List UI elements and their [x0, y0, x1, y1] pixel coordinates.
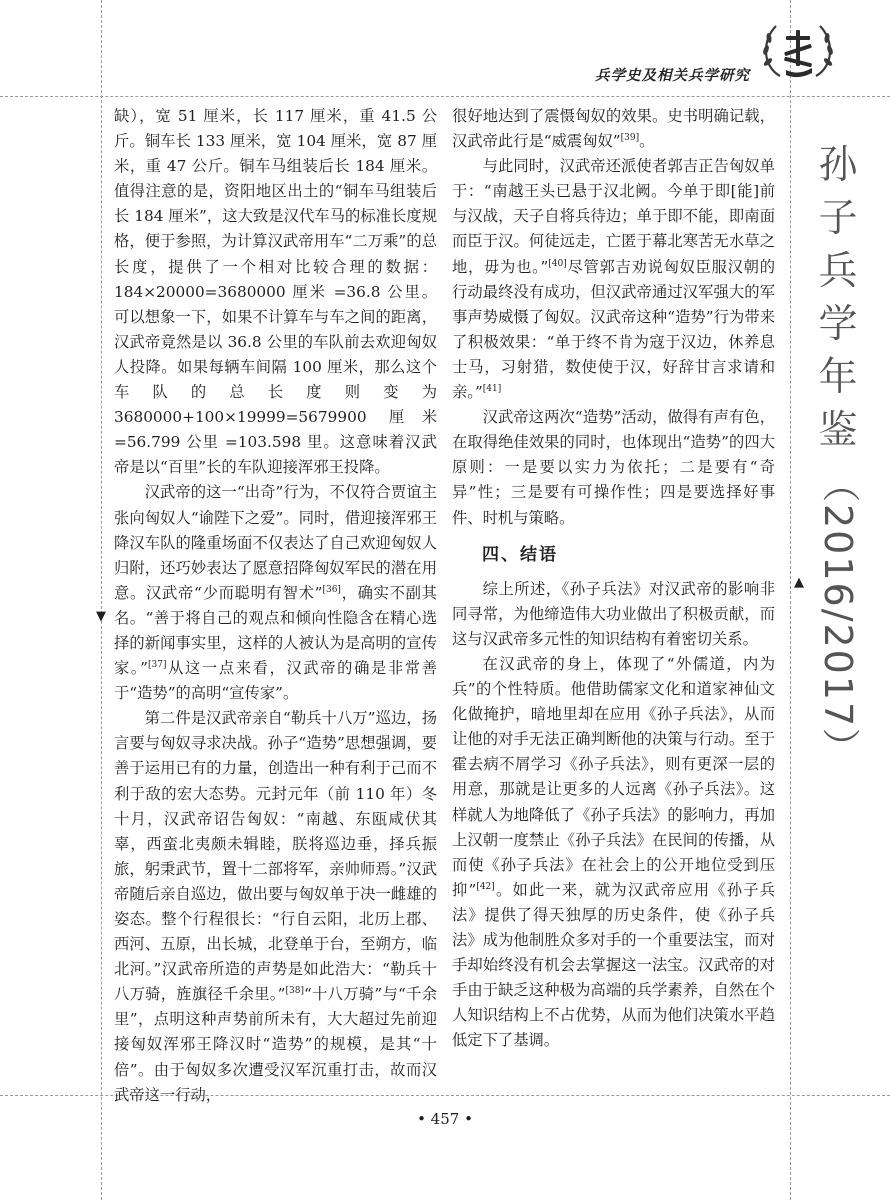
left-guide-line [101, 0, 102, 1200]
sunzi-laurel-logo-icon [756, 18, 840, 88]
paragraph-text: 缺），宽 51 厘米，长 117 厘米，重 41.5 公斤。铜车长 133 厘米，宽 104 厘米，宽 87 厘米，重 47 公斤。铜车马组装后长 184 厘米。值得注意的是，资阳地区出土的“铜车马组装后长 184 厘米”，这大致是汉代车马的标准长度规格，便于参照，为计算汉武帝用车“二万乘”的总长度，提供了一个相对比较合理的数据：184×20000=3680000 厘米 =36.8 公里。可以想象一下，如果不计算车与车之间的距离，汉武帝竟然是以 36.8 公里的车队前去欢迎匈奴人投降。如果每辆车间隔 100 厘米，那么这个车队的总长度则变为 3680000+100×19999=5679900 厘米 =56.799 公里 =103.598 里。这意味着汉武帝是以“百里”长的车队迎接浑邪王投降。 [114, 107, 437, 477]
down-triangle-marker-icon: ▼ [96, 609, 106, 624]
paragraph-text: 综上所述，《孙子兵法》对汉武帝的影响非同寻常，为他缔造伟大功业做出了积极贡献，而这与汉武帝多元性的知识结构有着密切关系。 [452, 579, 775, 648]
left-text-column [114, 104, 437, 1108]
paragraph-text: 。如此一来，就为汉武帝应用《孙子兵法》提供了得天独厚的历史条件，使《孙子兵法》成为他制胜众多对手的一个重要法宝，而对手却始终没有机会去掌握这一法宝。汉武帝的对手由于缺乏这种极为高端的兵学素养，自然在个人知识结构上不占优势，从而为他们决策水平趋低定下了基调。 [452, 880, 775, 1050]
running-head-title: 兵学史及相关兵学研究 [595, 68, 750, 84]
paragraph-text: 从这一点来看，汉武帝的确是非常善于“造势”的高明“宣传家”。 [114, 659, 437, 703]
citation-marker: [39] [620, 133, 640, 144]
paragraph [114, 104, 437, 480]
paragraph-text: 很好地达到了震慑匈奴的效果。史书明确记载，汉武帝此行是“威震匈奴” [452, 107, 775, 151]
paragraph-text: ，确实不副其名。“善于将自己的观点和倾向性隐含在精心选择的新闻事实里，这样的人被认为是高明的宣传家。” [114, 583, 437, 678]
citation-marker: [40] [548, 258, 567, 269]
paragraph-text: 尽管郭吉劝说匈奴臣服汉朝的行动最终没有成功，但汉武帝通过汉军强大的军事声势威慑了匈奴。汉武帝这种“造势”行为带来了积极效果：“单于终不肯为寇于汉边，休养息士马，习射猎，数使使于汉，好辞甘言求请和亲。” [452, 257, 775, 402]
paragraph [114, 480, 437, 706]
citation-marker: [37] [148, 660, 167, 671]
section-heading: 四、结语 [482, 544, 558, 565]
side-title-char: 学 [818, 302, 858, 347]
paragraph-text: 在汉武帝的身上，体现了“外儒道，内为兵”的个性特质。他借助儒家文化和道家神仙文化做掩护，暗地里却在应用《孙子兵法》，从而让他的对手无法正确判断他的决策与行动。至于霍去病不屑学习《孙子兵法》，则有更深一层的用意，那就是让更多的人远离《孙子兵法》。这样就人为地降低了《孙子兵法》的影响力，再加上汉朝一度禁止《孙子兵法》在民间的传播，从而使《孙子兵法》在社会上的公开地位受到压抑” [452, 654, 775, 899]
side-title-char: 孙 [818, 143, 858, 188]
top-guide-line [0, 96, 890, 97]
paragraph [452, 104, 775, 154]
right-text-column [452, 104, 775, 1053]
paragraph-text: 第二件是汉武帝亲自“勒兵十八万”巡边，扬言要与匈奴寻求决战。孙子“造势”思想强调，要善于运用已有的力量，创造出一种有利于己而不利于敌的宏大态势。元封元年（前 110 年）冬十月，汉武帝诏告匈奴：“南越、东瓯咸伏其辜，西蛮北夷颇未辑睦，朕将巡边垂，择兵振旅，躬秉武节，置十二部将军，亲帅师焉。”汉武帝随后亲自巡边，做出要与匈奴单于决一雌雄的姿态。整个行程很长：“行自云阳，北历上郡、西河、五原，出长城，北登单于台，至朔方，临北河。”汉武帝所造的声势是如此浩大：“勒兵十八万骑，旌旗径千余里。” [114, 709, 437, 1004]
right-guide-line [790, 0, 791, 1200]
side-title-years: （2016/2017） [816, 464, 860, 769]
side-title-char: 兵 [818, 249, 858, 294]
paragraph-text: “十八万骑”与“千余里”，点明这种声势前所未有，大大超过先前迎接匈奴浑邪王降汉时“造势”的规模，是其“十倍”。由于匈奴多次遭受汉军沉重打击，故而汉武帝这一行动， [114, 985, 437, 1104]
paragraph-text: 。 [639, 132, 655, 151]
side-title-char: 子 [818, 196, 858, 241]
paragraph-text: 汉武帝这两次“造势”活动，做得有声有色，在取得绝佳效果的同时，也体现出“造势”的四大原则：一是要以实力为依托；二是要有“奇异”性；三是要有可操作性；四是要选择好事件、时机与策略。 [452, 408, 775, 527]
paragraph-text: 汉武帝的这一“出奇”行为，不仅符合贾谊主张向匈奴人“谕陛下之爱”。同时，借迎接浑邪王降汉车队的隆重场面不仅表达了自己欢迎匈奴人归附，还巧妙表达了愿意招降匈奴军民的潜在用意。汉武帝“少而聪明有智术” [114, 483, 437, 602]
paragraph [452, 154, 775, 405]
page-number: • 457 • [417, 1110, 473, 1128]
citation-marker: [36] [322, 584, 341, 595]
citation-marker: [42] [476, 881, 495, 892]
up-triangle-marker-icon: ▲ [794, 575, 804, 590]
paragraph [452, 652, 775, 1054]
paragraph [452, 577, 775, 652]
paragraph [114, 706, 437, 1108]
paragraph [452, 405, 775, 530]
yearbook-side-title [810, 140, 866, 769]
paragraph-text: 与此同时，汉武帝还派使者郭吉正告匈奴单于：“南越王头已悬于汉北阙。今单于即[能]前与汉战，天子自将兵待边；单于即不能，即南面而臣于汉。何徒远走，亡匿于幕北寒苦无水草之地，毋为也。” [452, 157, 775, 276]
citation-marker: [41] [482, 384, 502, 395]
side-title-char: 鉴 [818, 408, 858, 453]
citation-marker: [38] [285, 986, 304, 997]
side-title-char: 年 [818, 355, 858, 400]
